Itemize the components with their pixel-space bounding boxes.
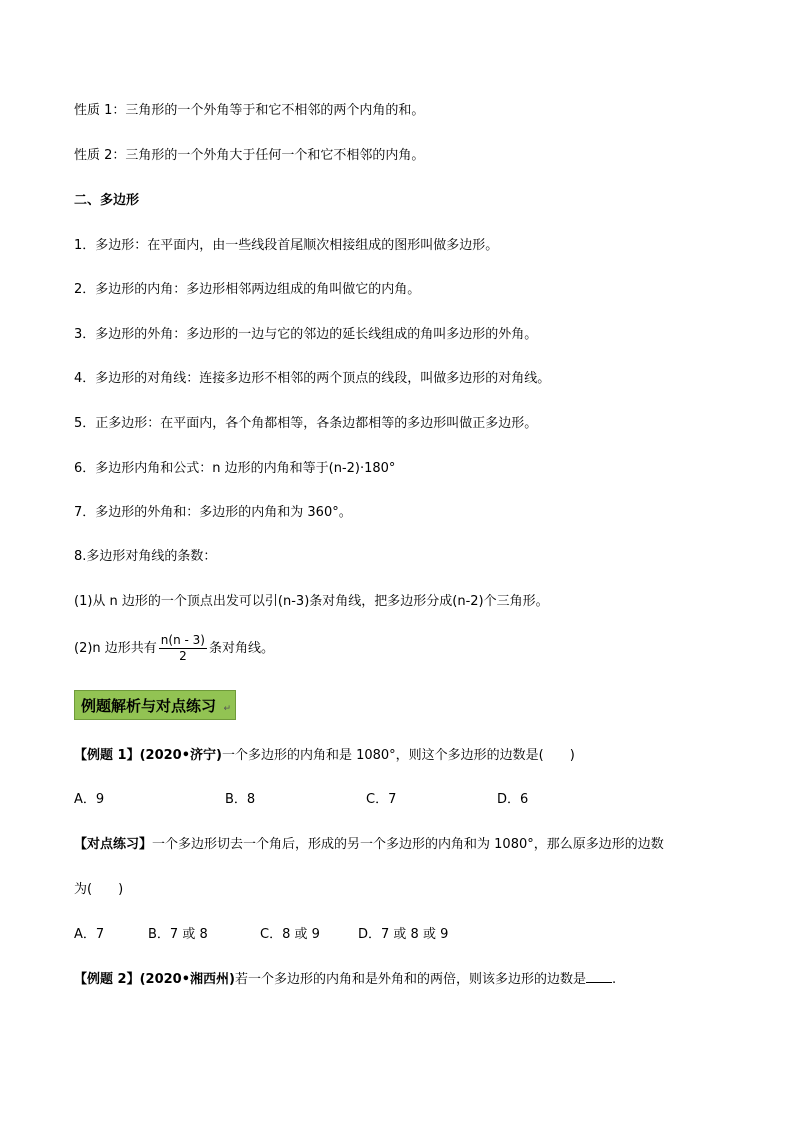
- practice-question-continued: 为( ): [74, 882, 124, 897]
- example-1-option-d: D．6: [497, 792, 529, 807]
- example-1-option-a: A．9: [74, 792, 105, 807]
- fraction-denominator: 2: [179, 649, 187, 663]
- example-1-text: 一个多边形的内角和是 1080°，则这个多边形的边数是( ): [221, 748, 575, 763]
- practice-option-a: A．7: [74, 927, 105, 942]
- example-1-source: (2020•济宁): [139, 748, 222, 763]
- definition-item: 1．多边形：在平面内，由一些线段首尾顺次相接组成的图形叫做多边形。: [74, 238, 499, 253]
- practice-option-b: B．7 或 8: [148, 927, 208, 942]
- example-1-tag: 【例题 1】: [74, 748, 140, 763]
- section-banner: [74, 690, 236, 720]
- example-2-text: 若一个多边形的内角和是外角和的两倍，则该多边形的边数是: [234, 972, 586, 987]
- diagonal-count-heading: 8.多边形对角线的条数：: [74, 549, 217, 564]
- example-2-tag: 【例题 2】: [74, 972, 140, 987]
- practice-option-c: C．8 或 9: [260, 927, 320, 942]
- diagonal-fraction: [159, 633, 207, 664]
- example-1-option-c: C．7: [366, 792, 397, 807]
- formula-item: 6．多边形内角和公式：n 边形的内角和等于(n-2)·180°: [74, 461, 396, 476]
- example-1-question: [74, 746, 575, 766]
- banner-label: 例题解析与对点练习: [81, 697, 217, 715]
- example-2-source: (2020•湘西州): [139, 972, 235, 987]
- property-2: 性质 2：三角形的一个外角大于任何一个和它不相邻的内角。: [74, 148, 425, 163]
- return-mark-icon: ↵: [223, 704, 231, 714]
- fraction-numerator: n(n - 3): [160, 633, 205, 647]
- practice-question: [74, 835, 664, 855]
- definition-item: 5．正多边形：在平面内，各个角都相等，各条边都相等的多边形叫做正多边形。: [74, 416, 538, 431]
- diagonal-subitem-2: [74, 633, 274, 664]
- practice-option-d: D．7 或 8 或 9: [358, 927, 449, 942]
- definition-item: 3．多边形的外角：多边形的一边与它的邻边的延长线组成的角叫多边形的外角。: [74, 327, 538, 342]
- answer-blank: [586, 970, 612, 983]
- example-1-option-b: B．8: [225, 792, 256, 807]
- practice-tag: 【对点练习】: [74, 837, 153, 852]
- section-title: 二、多边形: [74, 193, 140, 208]
- property-1: 性质 1：三角形的一个外角等于和它不相邻的两个内角的和。: [74, 103, 425, 118]
- definition-item: 4．多边形的对角线：连接多边形不相邻的两个顶点的线段，叫做多边形的对角线。: [74, 371, 551, 386]
- diagonal-subitem-1: (1)从 n 边形的一个顶点出发可以引(n-3)条对角线，把多边形分成(n-2)个三角形。: [74, 594, 549, 609]
- example-2-question: [74, 970, 616, 990]
- formula-item: 7．多边形的外角和：多边形的内角和为 360°。: [74, 505, 352, 520]
- subitem-2-prefix: (2)n 边形共有: [74, 641, 157, 656]
- definition-item: 2．多边形的内角：多边形相邻两边组成的角叫做它的内角。: [74, 282, 421, 297]
- subitem-2-suffix: 条对角线。: [208, 641, 274, 656]
- example-2-end: .: [611, 972, 617, 987]
- practice-text: 一个多边形切去一个角后，形成的另一个多边形的内角和为 1080°，那么原多边形的边数: [152, 837, 664, 852]
